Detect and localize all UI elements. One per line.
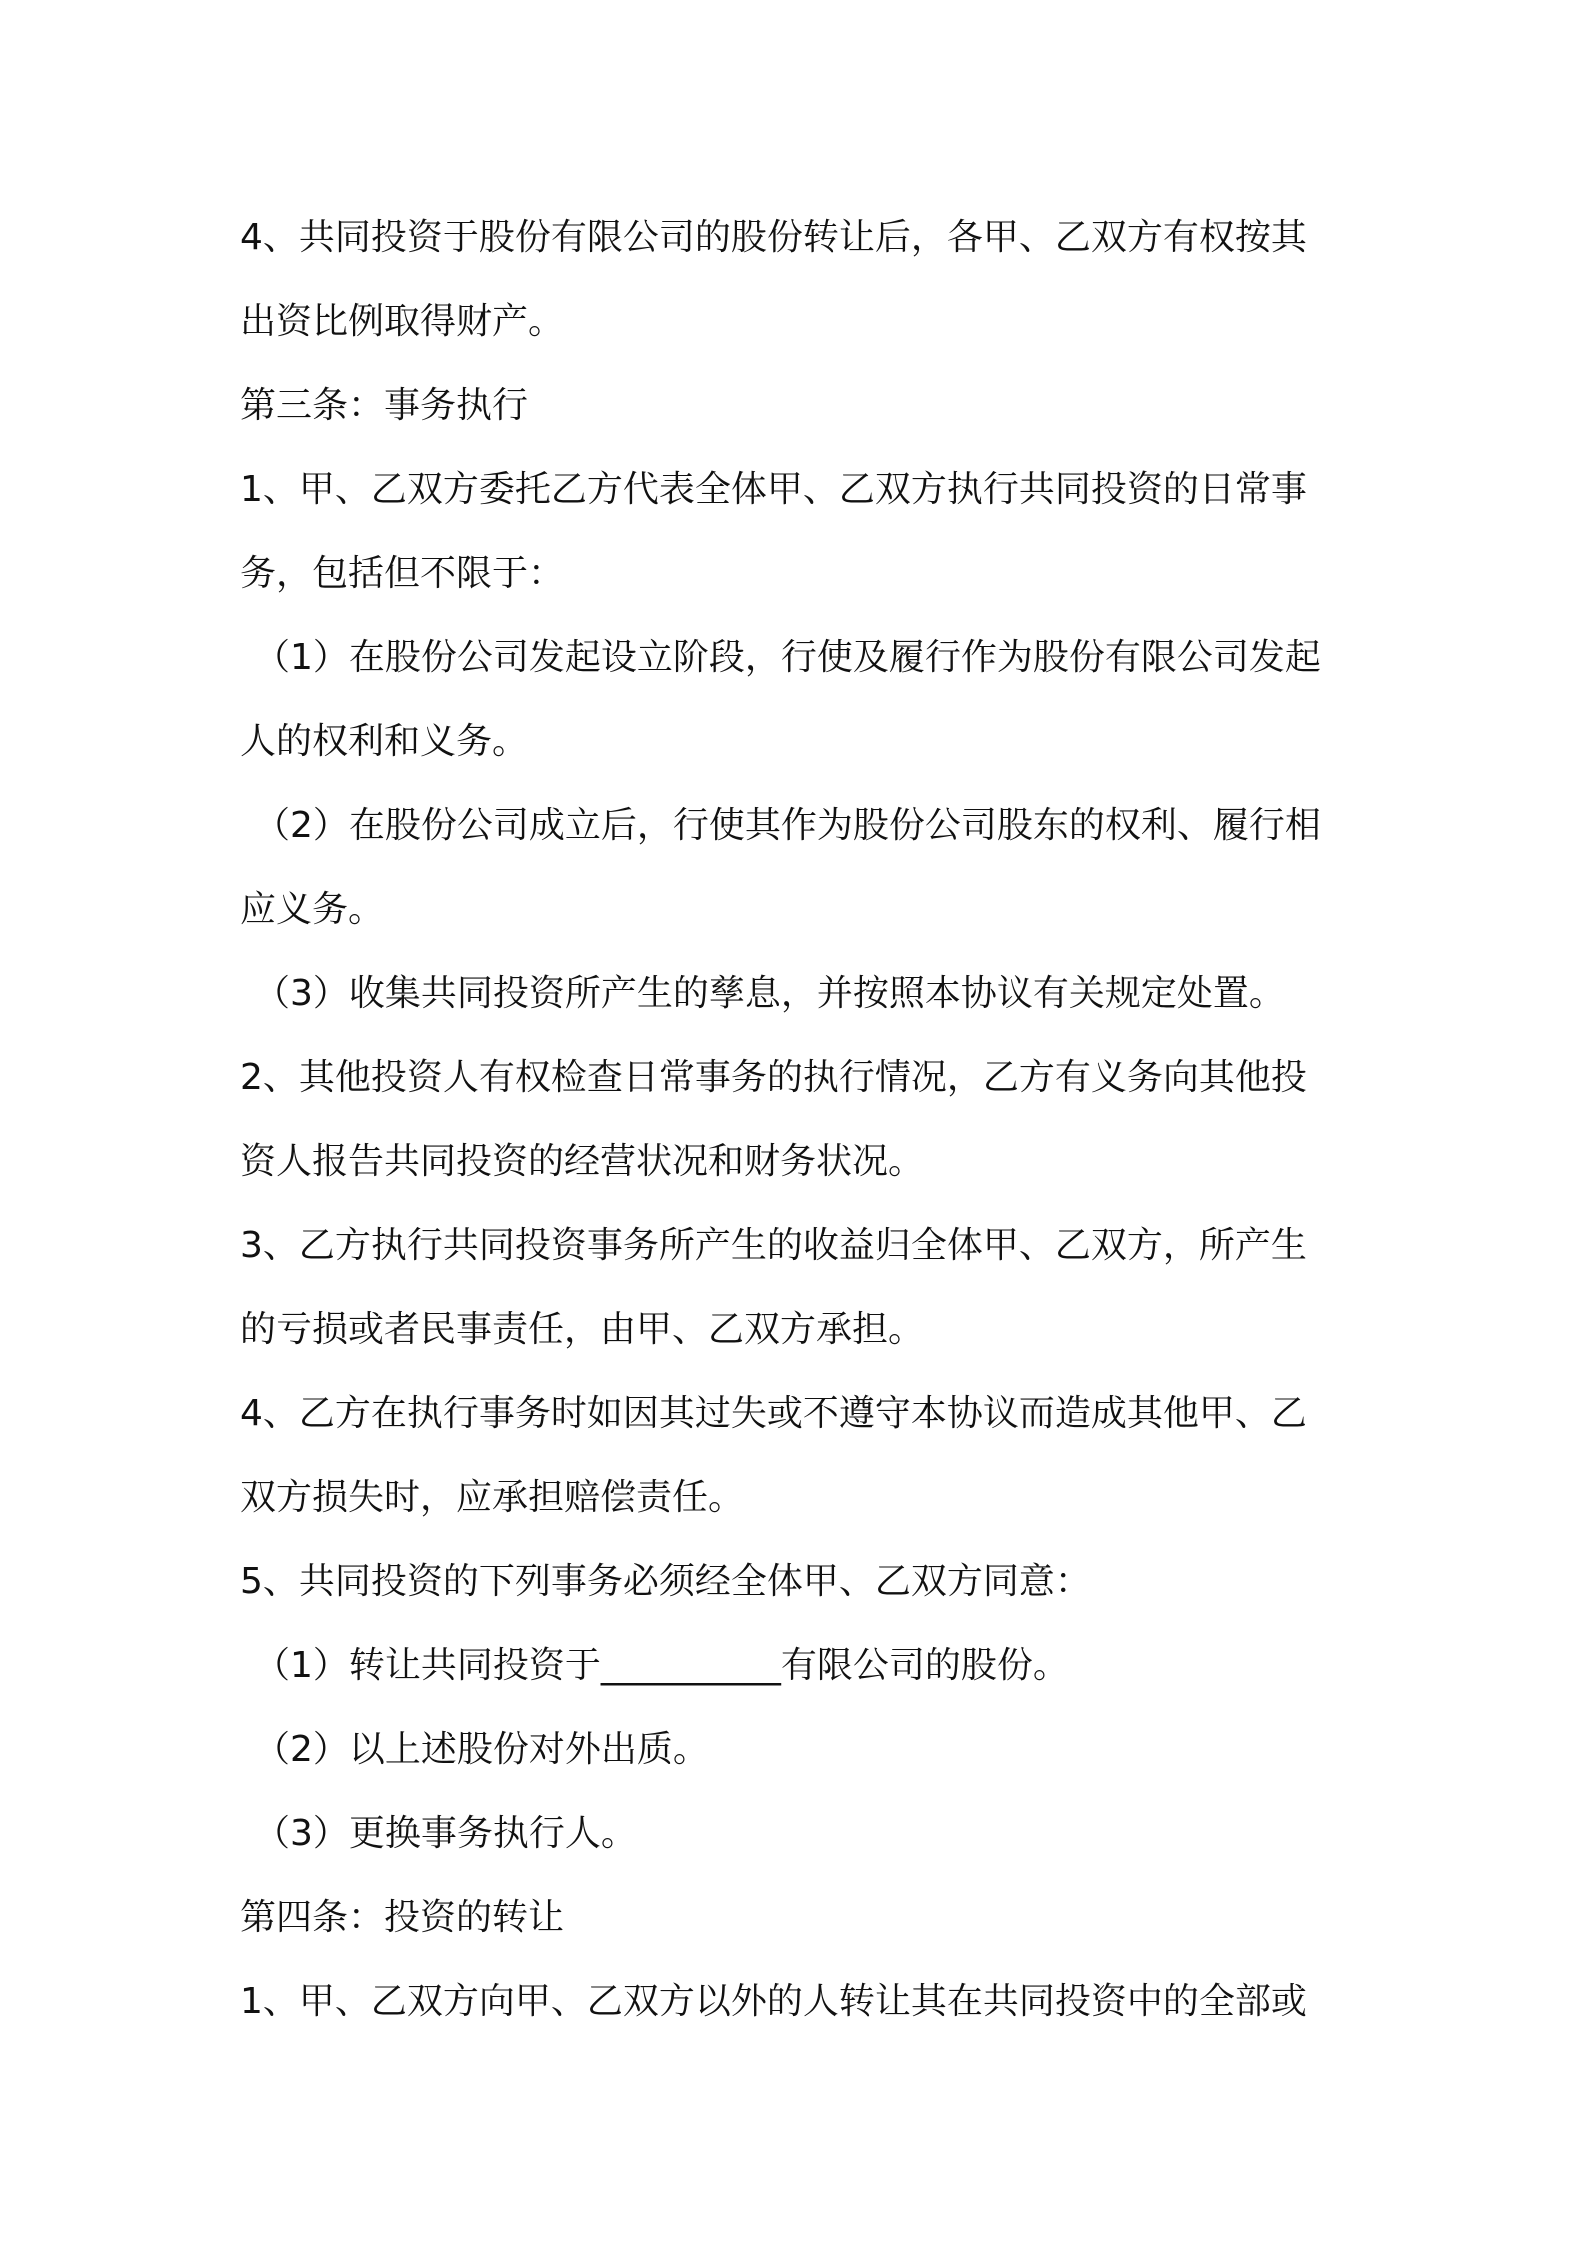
paragraph-line: 1、甲、乙双方委托乙方代表全体甲、乙双方执行共同投资的日常事 [240,469,1307,510]
paragraph-line: 3、乙方执行共同投资事务所产生的收益归全体甲、乙双方，所产生 [240,1225,1307,1266]
list-item: （1）转让共同投资于__________有限公司的股份。 [254,1645,1069,1686]
section-heading: 第四条：投资的转让 [240,1897,565,1938]
paragraph-line: 出资比例取得财产。 [240,301,565,342]
paragraph-line: 务，包括但不限于： [240,553,565,594]
paragraph-line: 人的权利和义务。 [240,721,529,762]
list-item: （1）在股份公司发起设立阶段，行使及履行作为股份有限公司发起 [254,637,1321,678]
paragraph-line: 1、甲、乙双方向甲、乙双方以外的人转让其在共同投资中的全部或 [240,1981,1307,2022]
paragraph-line: 应义务。 [240,889,385,930]
document-page [240,196,1360,2044]
paragraph-line: 双方损失时，应承担赔偿责任。 [240,1477,745,1518]
section-heading: 第三条：事务执行 [240,385,529,426]
list-item: （2）在股份公司成立后，行使其作为股份公司股东的权利、履行相 [254,805,1321,846]
list-item: （3）更换事务执行人。 [254,1813,637,1854]
paragraph-line: 资人报告共同投资的经营状况和财务状况。 [240,1141,925,1182]
list-item: （3）收集共同投资所产生的孳息，并按照本协议有关规定处置。 [254,973,1285,1014]
paragraph-line: 4、共同投资于股份有限公司的股份转让后，各甲、乙双方有权按其 [240,217,1307,258]
paragraph-line: 2、其他投资人有权检查日常事务的执行情况，乙方有义务向其他投 [240,1057,1307,1098]
list-item: （2）以上述股份对外出质。 [254,1729,709,1770]
paragraph-line: 5、共同投资的下列事务必须经全体甲、乙双方同意： [240,1561,1091,1602]
paragraph-line: 4、乙方在执行事务时如因其过失或不遵守本协议而造成其他甲、乙 [240,1393,1307,1434]
paragraph-line: 的亏损或者民事责任，由甲、乙双方承担。 [240,1309,925,1350]
